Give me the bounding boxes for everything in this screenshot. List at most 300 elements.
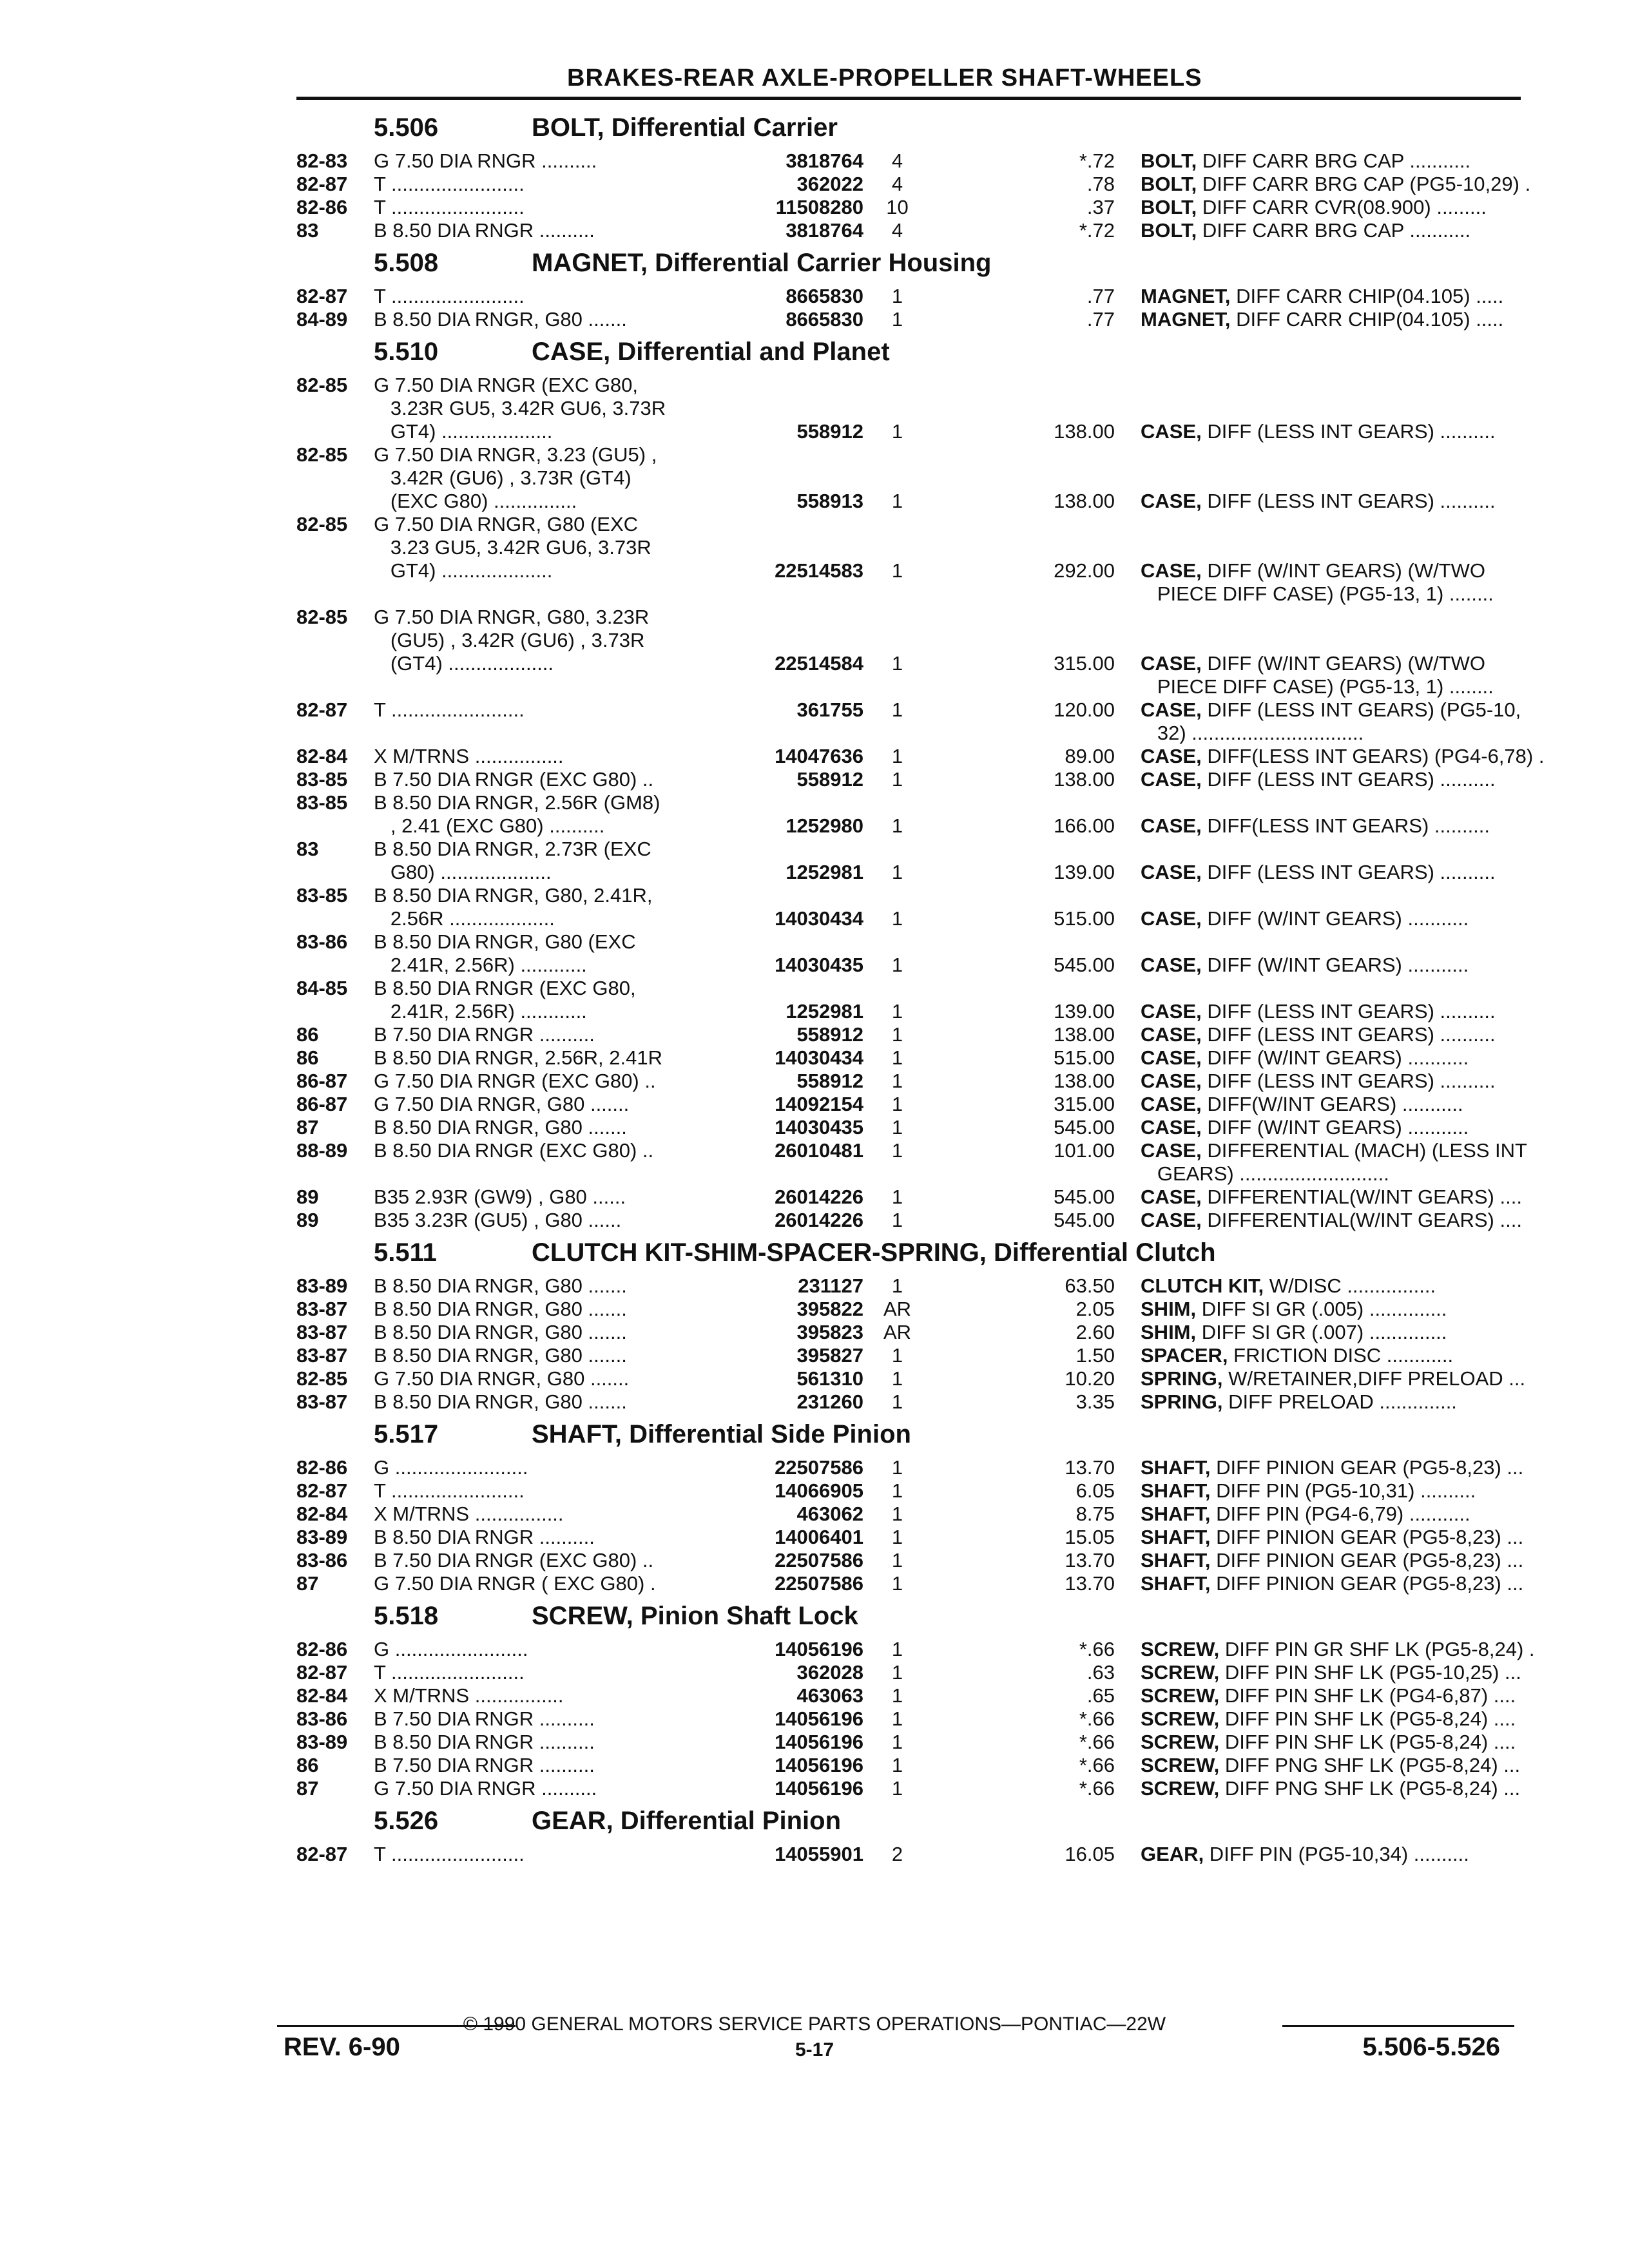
quantity: 1 bbox=[891, 1093, 903, 1115]
quantity: 1 bbox=[891, 1046, 903, 1069]
part-number: 362028 bbox=[796, 1661, 863, 1684]
application-line: B 8.50 DIA RNGR, 2.56R (GM8) bbox=[374, 791, 660, 814]
part-name-line: CASE, DIFF (W/INT GEARS) ........... bbox=[1141, 954, 1469, 976]
part-number: 558912 bbox=[796, 1023, 863, 1046]
model-years: 86 bbox=[296, 1023, 319, 1046]
application-line: B 8.50 DIA RNGR, 2.73R (EXC bbox=[374, 838, 651, 860]
part-row bbox=[296, 1754, 1552, 1777]
price: .65 bbox=[1086, 1684, 1115, 1707]
section-title: MAGNET, Differential Carrier Housing bbox=[532, 249, 992, 277]
quantity: 1 bbox=[891, 1070, 903, 1092]
model-years: 83-89 bbox=[296, 1731, 348, 1753]
application-line: B 8.50 DIA RNGR .......... bbox=[374, 1526, 595, 1548]
part-number: 22507586 bbox=[775, 1572, 863, 1595]
application-line: B 8.50 DIA RNGR, G80 ....... bbox=[374, 1321, 627, 1343]
quantity: 1 bbox=[891, 1000, 903, 1023]
part-number: 14030434 bbox=[775, 1046, 863, 1069]
part-name-line: SHAFT, DIFF PINION GEAR (PG5-8,23) ... bbox=[1141, 1526, 1524, 1548]
price: *.66 bbox=[1079, 1754, 1115, 1776]
part-name-line: SCREW, DIFF PNG SHF LK (PG5-8,24) ... bbox=[1141, 1754, 1521, 1776]
application-line: B 8.50 DIA RNGR (EXC G80) .. bbox=[374, 1139, 654, 1162]
part-number: 231127 bbox=[798, 1274, 863, 1297]
application-line: T ........................ bbox=[374, 1843, 525, 1865]
part-row bbox=[296, 149, 1552, 173]
part-name-line: CASE, DIFF (LESS INT GEARS) .......... bbox=[1141, 768, 1496, 791]
quantity: 1 bbox=[891, 1023, 903, 1046]
part-row bbox=[296, 308, 1552, 331]
part-name-line: SHAFT, DIFF PINION GEAR (PG5-8,23) ... bbox=[1141, 1549, 1524, 1571]
application-line: T ........................ bbox=[374, 173, 525, 195]
part-name-line: CASE, DIFF (LESS INT GEARS) .......... bbox=[1141, 490, 1496, 512]
application-line: 3.23 GU5, 3.42R GU6, 3.73R bbox=[374, 536, 651, 559]
quantity: 1 bbox=[891, 907, 903, 930]
price: 13.70 bbox=[1065, 1456, 1115, 1479]
part-number: 22514583 bbox=[775, 559, 863, 582]
part-name-line: CASE, DIFFERENTIAL(W/INT GEARS) .... bbox=[1141, 1209, 1522, 1231]
quantity: 1 bbox=[891, 285, 903, 307]
part-row bbox=[296, 1344, 1552, 1367]
part-number: 14056196 bbox=[775, 1777, 863, 1800]
price: 139.00 bbox=[1054, 1000, 1115, 1023]
model-years: 82-85 bbox=[296, 374, 348, 396]
price: 515.00 bbox=[1054, 1046, 1115, 1069]
application-line: T ........................ bbox=[374, 1661, 525, 1684]
price: .77 bbox=[1086, 285, 1115, 307]
quantity: 1 bbox=[891, 1390, 903, 1413]
application-line: 2.41R, 2.56R) ............ bbox=[374, 954, 587, 976]
application-line: B 7.50 DIA RNGR .......... bbox=[374, 1023, 595, 1046]
model-years: 84-89 bbox=[296, 308, 348, 331]
price: .78 bbox=[1086, 173, 1115, 195]
quantity: 1 bbox=[891, 1549, 903, 1571]
part-number: 3818764 bbox=[786, 149, 863, 172]
application-line: B35 3.23R (GU5) , G80 ...... bbox=[374, 1209, 622, 1231]
part-row bbox=[296, 1843, 1552, 1866]
part-name-line: CASE, DIFF(LESS INT GEARS) (PG4-6,78) . bbox=[1141, 745, 1545, 767]
page-number: 5-17 bbox=[795, 2039, 834, 2061]
part-number: 561310 bbox=[796, 1367, 863, 1390]
part-number: 14030435 bbox=[775, 1116, 863, 1139]
part-row bbox=[296, 1093, 1552, 1116]
application-line: G 7.50 DIA RNGR .......... bbox=[374, 149, 597, 172]
model-years: 87 bbox=[296, 1572, 319, 1595]
model-years: 82-87 bbox=[296, 698, 348, 721]
part-name-line: CASE, DIFF(W/INT GEARS) ........... bbox=[1141, 1093, 1463, 1115]
application-line: B 7.50 DIA RNGR .......... bbox=[374, 1754, 595, 1776]
revision-label: REV. 6-90 bbox=[284, 2033, 400, 2061]
part-row bbox=[296, 196, 1552, 219]
application-line: G 7.50 DIA RNGR, 3.23 (GU5) , bbox=[374, 443, 657, 466]
price: 8.75 bbox=[1075, 1503, 1115, 1525]
application-line: T ........................ bbox=[374, 698, 525, 721]
application-line: B 8.50 DIA RNGR, G80 ....... bbox=[374, 1116, 627, 1139]
part-name-line: MAGNET, DIFF CARR CHIP(04.105) ..... bbox=[1141, 285, 1504, 307]
part-name-line: SCREW, DIFF PIN SHF LK (PG4-6,87) .... bbox=[1141, 1684, 1516, 1707]
application-line: 3.23R GU5, 3.42R GU6, 3.73R bbox=[374, 397, 666, 419]
price: 6.05 bbox=[1075, 1479, 1115, 1502]
price: *.66 bbox=[1079, 1777, 1115, 1800]
application-line: B 8.50 DIA RNGR, G80 (EXC bbox=[374, 930, 636, 953]
part-number: 14056196 bbox=[775, 1707, 863, 1730]
application-line: (EXC G80) ............... bbox=[374, 490, 577, 512]
part-name-line: CASE, DIFF (LESS INT GEARS) .......... bbox=[1141, 1023, 1496, 1046]
model-years: 89 bbox=[296, 1186, 319, 1208]
model-years: 82-83 bbox=[296, 149, 348, 172]
parts-section bbox=[296, 1418, 1552, 1595]
part-name-line: PIECE DIFF CASE) (PG5-13, 1) ........ bbox=[1141, 675, 1494, 698]
part-number: 558912 bbox=[796, 1070, 863, 1092]
price: 10.20 bbox=[1065, 1367, 1115, 1390]
application-line: T ........................ bbox=[374, 196, 525, 218]
part-row bbox=[296, 1661, 1552, 1684]
model-years: 82-84 bbox=[296, 1503, 348, 1525]
application-line: (GU5) , 3.42R (GU6) , 3.73R bbox=[374, 629, 645, 651]
part-number: 395822 bbox=[796, 1298, 863, 1320]
section-heading bbox=[296, 1418, 1552, 1456]
application-line: , 2.41 (EXC G80) .......... bbox=[374, 814, 605, 837]
application-line: T ........................ bbox=[374, 1479, 525, 1502]
model-years: 83-85 bbox=[296, 768, 348, 791]
part-name-line: CLUTCH KIT, W/DISC ................ bbox=[1141, 1274, 1436, 1297]
part-name-line: BOLT, DIFF CARR BRG CAP ........... bbox=[1141, 149, 1471, 172]
part-row bbox=[296, 1503, 1552, 1526]
section-range: 5.506-5.526 bbox=[1362, 2033, 1500, 2061]
quantity: 1 bbox=[891, 1777, 903, 1800]
part-row bbox=[296, 1456, 1552, 1479]
part-number: 14030435 bbox=[775, 954, 863, 976]
model-years: 87 bbox=[296, 1777, 319, 1800]
part-row bbox=[296, 1572, 1552, 1595]
part-name-line: CASE, DIFF (W/INT GEARS) ........... bbox=[1141, 1046, 1469, 1069]
part-row bbox=[296, 1390, 1552, 1414]
part-name-line: 32) ............................... bbox=[1141, 722, 1364, 744]
part-row bbox=[296, 768, 1552, 791]
part-name-line: MAGNET, DIFF CARR CHIP(04.105) ..... bbox=[1141, 308, 1504, 331]
part-name-line: SCREW, DIFF PNG SHF LK (PG5-8,24) ... bbox=[1141, 1777, 1521, 1800]
model-years: 83-87 bbox=[296, 1298, 348, 1320]
price: 138.00 bbox=[1054, 490, 1115, 512]
quantity: 1 bbox=[891, 490, 903, 512]
quantity: 1 bbox=[891, 1661, 903, 1684]
price: 315.00 bbox=[1054, 652, 1115, 675]
quantity: 1 bbox=[891, 1638, 903, 1660]
part-row bbox=[296, 443, 1552, 513]
part-number: 231260 bbox=[796, 1390, 863, 1413]
price: 166.00 bbox=[1054, 814, 1115, 837]
part-number: 463062 bbox=[796, 1503, 863, 1525]
quantity: 1 bbox=[891, 1731, 903, 1753]
part-name-line: CASE, DIFF (W/INT GEARS) ........... bbox=[1141, 907, 1469, 930]
application-line: B 7.50 DIA RNGR (EXC G80) .. bbox=[374, 1549, 654, 1571]
part-number: 3818764 bbox=[786, 219, 863, 242]
price: *.66 bbox=[1079, 1731, 1115, 1753]
model-years: 82-87 bbox=[296, 173, 348, 195]
application-line: X M/TRNS ................ bbox=[374, 1684, 564, 1707]
part-name-line: BOLT, DIFF CARR BRG CAP ........... bbox=[1141, 219, 1471, 242]
application-line: B 8.50 DIA RNGR, G80 ....... bbox=[374, 1390, 627, 1413]
model-years: 83-89 bbox=[296, 1526, 348, 1548]
quantity: 1 bbox=[891, 1707, 903, 1730]
application-line: G 7.50 DIA RNGR, G80 ....... bbox=[374, 1367, 630, 1390]
quantity: 1 bbox=[891, 698, 903, 721]
model-years: 82-85 bbox=[296, 1367, 348, 1390]
part-row bbox=[296, 1321, 1552, 1344]
price: 2.60 bbox=[1075, 1321, 1115, 1343]
part-row bbox=[296, 698, 1552, 745]
part-number: 14092154 bbox=[775, 1093, 863, 1115]
part-name-line: SCREW, DIFF PIN SHF LK (PG5-8,24) .... bbox=[1141, 1731, 1516, 1753]
application-line: B 8.50 DIA RNGR .......... bbox=[374, 1731, 595, 1753]
quantity: 1 bbox=[891, 768, 903, 791]
header-rule bbox=[296, 97, 1521, 100]
part-row bbox=[296, 513, 1552, 606]
model-years: 83-85 bbox=[296, 791, 348, 814]
application-line: B35 2.93R (GW9) , G80 ...... bbox=[374, 1186, 626, 1208]
part-row bbox=[296, 1638, 1552, 1661]
quantity: 1 bbox=[891, 1572, 903, 1595]
part-name-line: CASE, DIFFERENTIAL(W/INT GEARS) .... bbox=[1141, 1186, 1522, 1208]
parts-section bbox=[296, 1599, 1552, 1800]
part-name-line: SHAFT, DIFF PIN (PG5-10,31) .......... bbox=[1141, 1479, 1476, 1502]
part-name-line: SPRING, DIFF PRELOAD .............. bbox=[1141, 1390, 1457, 1413]
quantity: 4 bbox=[891, 173, 903, 195]
section-number: 5.506 bbox=[374, 113, 439, 142]
model-years: 87 bbox=[296, 1116, 319, 1139]
application-line: B 8.50 DIA RNGR .......... bbox=[374, 219, 595, 242]
part-name-line: SCREW, DIFF PIN SHF LK (PG5-10,25) ... bbox=[1141, 1661, 1521, 1684]
application-line: B 8.50 DIA RNGR, G80 ....... bbox=[374, 1298, 627, 1320]
section-title: SHAFT, Differential Side Pinion bbox=[532, 1420, 911, 1448]
quantity: 1 bbox=[891, 652, 903, 675]
part-row bbox=[296, 1731, 1552, 1754]
part-number: 14056196 bbox=[775, 1754, 863, 1776]
part-name-line: SHIM, DIFF SI GR (.005) .............. bbox=[1141, 1298, 1447, 1320]
price: *.72 bbox=[1079, 149, 1115, 172]
quantity: 1 bbox=[891, 1456, 903, 1479]
price: .77 bbox=[1086, 308, 1115, 331]
page-header-title: BRAKES-REAR AXLE-PROPELLER SHAFT-WHEELS bbox=[567, 64, 1202, 91]
part-name-line: CASE, DIFF (LESS INT GEARS) .......... bbox=[1141, 1000, 1496, 1023]
model-years: 82-85 bbox=[296, 606, 348, 628]
quantity: 1 bbox=[891, 1116, 903, 1139]
section-heading bbox=[296, 1599, 1552, 1638]
quantity: 1 bbox=[891, 1479, 903, 1502]
part-name-line: CASE, DIFF (LESS INT GEARS) .......... bbox=[1141, 861, 1496, 883]
quantity: 1 bbox=[891, 814, 903, 837]
part-row bbox=[296, 1046, 1552, 1070]
application-line: B 8.50 DIA RNGR, G80 ....... bbox=[374, 1344, 627, 1367]
part-row bbox=[296, 1707, 1552, 1731]
part-number: 22507586 bbox=[775, 1456, 863, 1479]
section-heading bbox=[296, 335, 1552, 374]
part-number: 8665830 bbox=[786, 308, 863, 331]
application-line: B 7.50 DIA RNGR (EXC G80) .. bbox=[374, 768, 654, 791]
application-line: G 7.50 DIA RNGR (EXC G80, bbox=[374, 374, 639, 396]
quantity: 1 bbox=[891, 1209, 903, 1231]
price: .37 bbox=[1086, 196, 1115, 218]
price: *.66 bbox=[1079, 1638, 1115, 1660]
section-heading bbox=[296, 1804, 1552, 1843]
section-number: 5.508 bbox=[374, 249, 439, 277]
part-number: 11508280 bbox=[775, 196, 863, 218]
model-years: 83 bbox=[296, 838, 319, 860]
quantity: 1 bbox=[891, 1503, 903, 1525]
part-row bbox=[296, 1777, 1552, 1800]
part-number: 14055901 bbox=[775, 1843, 863, 1865]
part-number: 26014226 bbox=[775, 1209, 863, 1231]
application-line: G80) .................... bbox=[374, 861, 552, 883]
application-line: GT4) .................... bbox=[374, 559, 553, 582]
price: 545.00 bbox=[1054, 1116, 1115, 1139]
model-years: 86-87 bbox=[296, 1070, 348, 1092]
part-name-line: GEARS) ........................... bbox=[1141, 1162, 1389, 1185]
price: 545.00 bbox=[1054, 954, 1115, 976]
model-years: 82-86 bbox=[296, 196, 348, 218]
part-number: 1252981 bbox=[786, 1000, 863, 1023]
part-row bbox=[296, 1023, 1552, 1046]
section-title: CASE, Differential and Planet bbox=[532, 338, 890, 366]
part-name-line: SCREW, DIFF PIN GR SHF LK (PG5-8,24) . bbox=[1141, 1638, 1535, 1660]
part-number: 14047636 bbox=[775, 745, 863, 767]
part-number: 558912 bbox=[796, 768, 863, 791]
part-row bbox=[296, 884, 1552, 930]
price: 315.00 bbox=[1054, 1093, 1115, 1115]
price: 15.05 bbox=[1065, 1526, 1115, 1548]
quantity: 1 bbox=[891, 1367, 903, 1390]
part-number: 558913 bbox=[796, 490, 863, 512]
part-row bbox=[296, 977, 1552, 1023]
application-line: G 7.50 DIA RNGR, G80 (EXC bbox=[374, 513, 639, 535]
model-years: 83-87 bbox=[296, 1321, 348, 1343]
application-line: X M/TRNS ................ bbox=[374, 1503, 564, 1525]
model-years: 82-86 bbox=[296, 1638, 348, 1660]
price: 63.50 bbox=[1065, 1274, 1115, 1297]
part-row bbox=[296, 1298, 1552, 1321]
quantity: 1 bbox=[891, 1344, 903, 1367]
quantity: 4 bbox=[891, 219, 903, 242]
price: 138.00 bbox=[1054, 1023, 1115, 1046]
part-number: 14030434 bbox=[775, 907, 863, 930]
quantity: 1 bbox=[891, 559, 903, 582]
price: 13.70 bbox=[1065, 1572, 1115, 1595]
part-name-line: SPACER, FRICTION DISC ............ bbox=[1141, 1344, 1454, 1367]
model-years: 83-87 bbox=[296, 1390, 348, 1413]
part-row bbox=[296, 1367, 1552, 1390]
model-years: 83-86 bbox=[296, 930, 348, 953]
model-years: 82-84 bbox=[296, 745, 348, 767]
application-line: 3.42R (GU6) , 3.73R (GT4) bbox=[374, 466, 631, 489]
part-name-line: BOLT, DIFF CARR CVR(08.900) ......... bbox=[1141, 196, 1487, 218]
part-row bbox=[296, 219, 1552, 242]
section-number: 5.510 bbox=[374, 338, 439, 366]
price: 16.05 bbox=[1065, 1843, 1115, 1865]
application-line: (GT4) ................... bbox=[374, 652, 554, 675]
quantity: 1 bbox=[891, 1274, 903, 1297]
quantity: 10 bbox=[886, 196, 909, 218]
section-title: CLUTCH KIT-SHIM-SPACER-SPRING, Differential Clutch bbox=[532, 1238, 1216, 1267]
application-line: B 8.50 DIA RNGR, G80 ....... bbox=[374, 308, 627, 331]
part-name-line: CASE, DIFF (W/INT GEARS) ........... bbox=[1141, 1116, 1469, 1139]
part-number: 362022 bbox=[796, 173, 863, 195]
application-line: G 7.50 DIA RNGR .......... bbox=[374, 1777, 597, 1800]
parts-section bbox=[296, 111, 1552, 242]
quantity: 1 bbox=[891, 1754, 903, 1776]
application-line: G 7.50 DIA RNGR, G80 ....... bbox=[374, 1093, 630, 1115]
quantity: 1 bbox=[891, 861, 903, 883]
application-line: T ........................ bbox=[374, 285, 525, 307]
part-row bbox=[296, 791, 1552, 838]
section-number: 5.517 bbox=[374, 1420, 439, 1448]
part-name-line: SHIM, DIFF SI GR (.007) .............. bbox=[1141, 1321, 1447, 1343]
model-years: 82-84 bbox=[296, 1684, 348, 1707]
section-number: 5.526 bbox=[374, 1807, 439, 1835]
price: 545.00 bbox=[1054, 1209, 1115, 1231]
price: 3.35 bbox=[1075, 1390, 1115, 1413]
price: 515.00 bbox=[1054, 907, 1115, 930]
price: *.66 bbox=[1079, 1707, 1115, 1730]
application-line: G 7.50 DIA RNGR ( EXC G80) . bbox=[374, 1572, 656, 1595]
quantity: 1 bbox=[891, 308, 903, 331]
price: 138.00 bbox=[1054, 768, 1115, 791]
quantity: 1 bbox=[891, 1186, 903, 1208]
price: 89.00 bbox=[1065, 745, 1115, 767]
model-years: 82-85 bbox=[296, 513, 348, 535]
price: 101.00 bbox=[1054, 1139, 1115, 1162]
application-line: G ........................ bbox=[374, 1456, 528, 1479]
part-name-line: BOLT, DIFF CARR BRG CAP (PG5-10,29) . bbox=[1141, 173, 1531, 195]
application-line: X M/TRNS ................ bbox=[374, 745, 564, 767]
quantity: 4 bbox=[891, 149, 903, 172]
part-row bbox=[296, 930, 1552, 977]
part-name-line: CASE, DIFF (W/INT GEARS) (W/TWO bbox=[1141, 652, 1486, 675]
part-number: 26010481 bbox=[775, 1139, 863, 1162]
part-number: 14006401 bbox=[775, 1526, 863, 1548]
application-line: 2.56R ................... bbox=[374, 907, 555, 930]
model-years: 83-85 bbox=[296, 884, 348, 907]
application-line: G 7.50 DIA RNGR, G80, 3.23R bbox=[374, 606, 650, 628]
quantity: AR bbox=[883, 1321, 912, 1343]
part-row bbox=[296, 838, 1552, 884]
section-heading bbox=[296, 1236, 1552, 1274]
part-number: 8665830 bbox=[786, 285, 863, 307]
model-years: 89 bbox=[296, 1209, 319, 1231]
part-name-line: CASE, DIFF (LESS INT GEARS) (PG5-10, bbox=[1141, 698, 1521, 721]
part-name-line: CASE, DIFFERENTIAL (MACH) (LESS INT bbox=[1141, 1139, 1527, 1162]
quantity: 2 bbox=[891, 1843, 903, 1865]
part-name-line: SHAFT, DIFF PIN (PG4-6,79) ........... bbox=[1141, 1503, 1470, 1525]
model-years: 83-86 bbox=[296, 1549, 348, 1571]
part-row bbox=[296, 285, 1552, 308]
part-number: 26014226 bbox=[775, 1186, 863, 1208]
part-row bbox=[296, 1070, 1552, 1093]
price: 138.00 bbox=[1054, 420, 1115, 443]
copyright-notice: © 1990 GENERAL MOTORS SERVICE PARTS OPERATIONS—PONTIAC—22W bbox=[463, 2013, 1166, 2035]
model-years: 88-89 bbox=[296, 1139, 348, 1162]
model-years: 83-87 bbox=[296, 1344, 348, 1367]
part-name-line: PIECE DIFF CASE) (PG5-13, 1) ........ bbox=[1141, 582, 1494, 605]
price: 139.00 bbox=[1054, 861, 1115, 883]
part-number: 14066905 bbox=[775, 1479, 863, 1502]
part-name-line: GEAR, DIFF PIN (PG5-10,34) .......... bbox=[1141, 1843, 1469, 1865]
quantity: 1 bbox=[891, 1684, 903, 1707]
parts-section bbox=[296, 246, 1552, 331]
part-row bbox=[296, 1186, 1552, 1209]
model-years: 82-85 bbox=[296, 443, 348, 466]
quantity: 1 bbox=[891, 1526, 903, 1548]
model-years: 82-87 bbox=[296, 1661, 348, 1684]
application-line: B 8.50 DIA RNGR (EXC G80, bbox=[374, 977, 636, 999]
application-line: B 8.50 DIA RNGR, G80, 2.41R, bbox=[374, 884, 653, 907]
